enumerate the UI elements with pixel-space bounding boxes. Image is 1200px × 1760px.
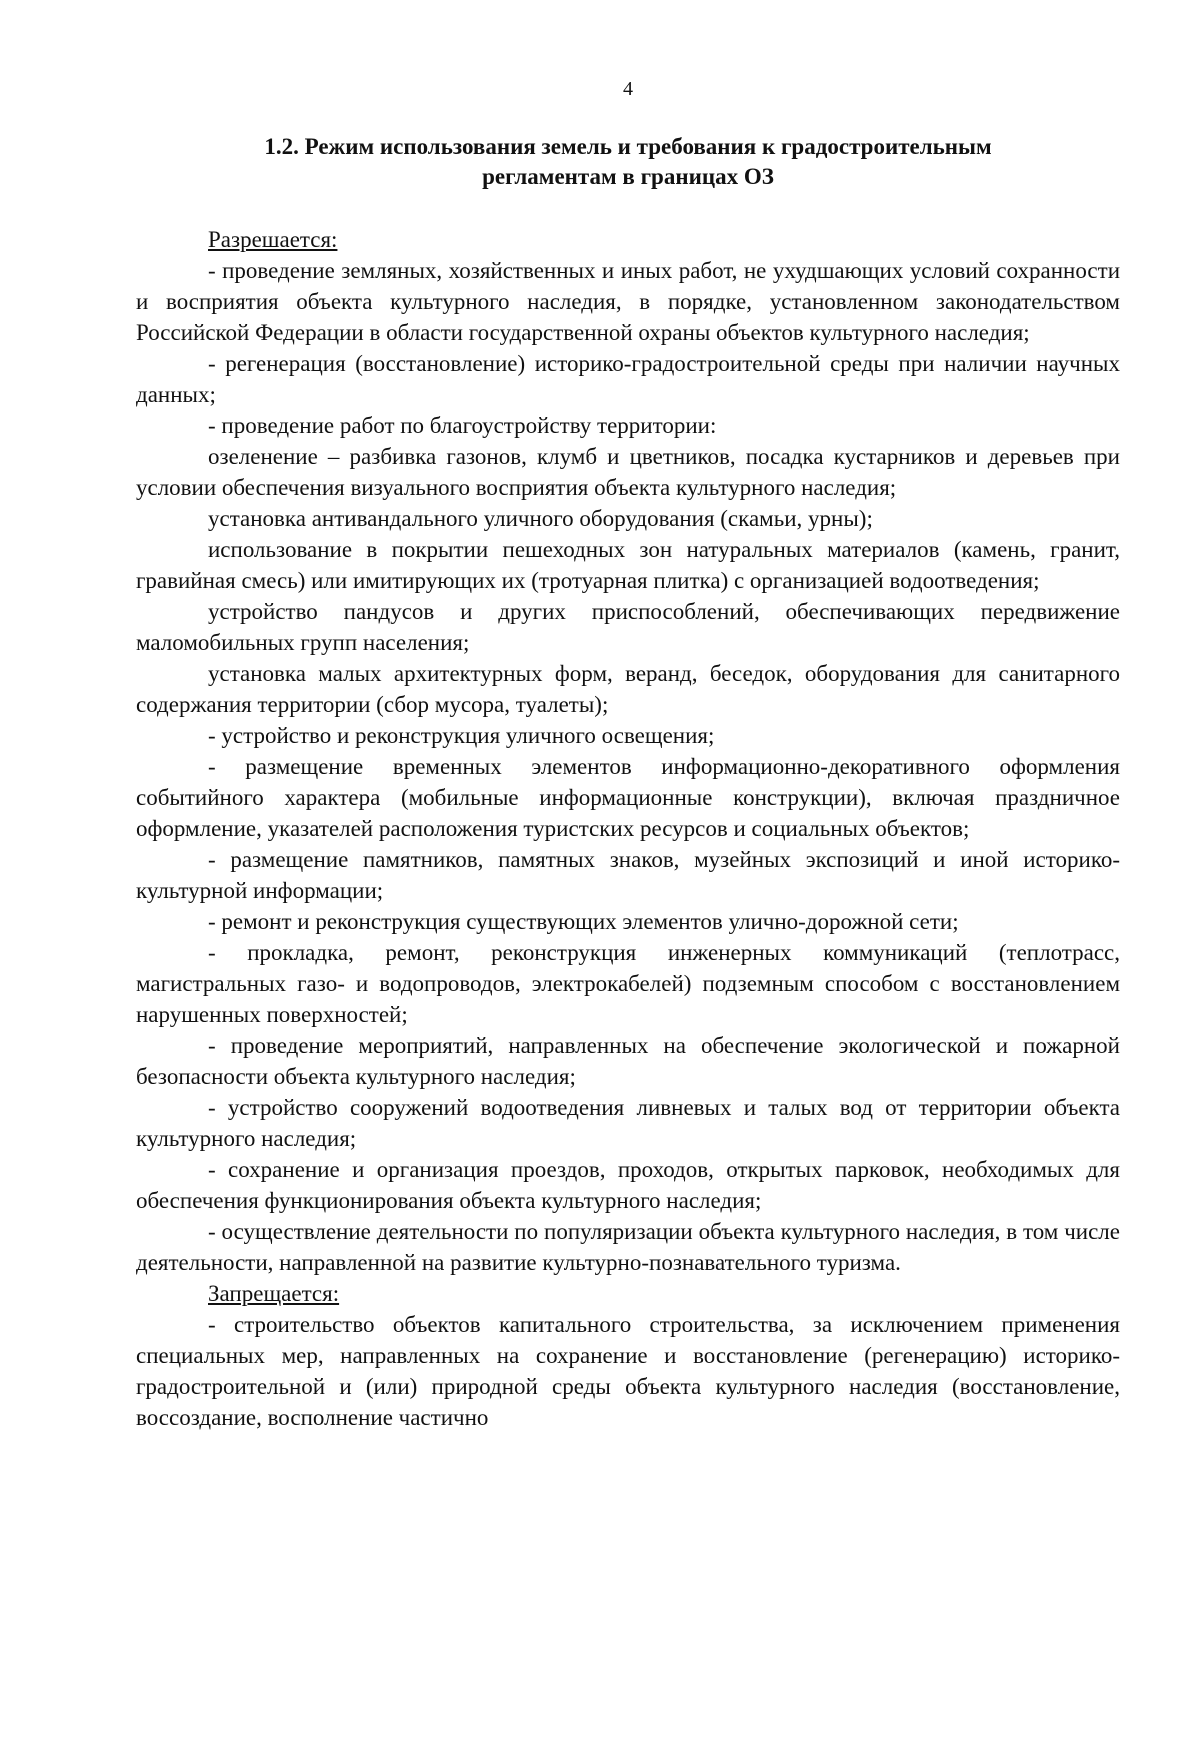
section-title-line-1: 1.2. Режим использования земель и требования к градостроительным — [264, 134, 992, 159]
allowed-item: - устройство и реконструкция уличного освещения; — [208, 723, 715, 748]
allowed-item: - осуществление деятельности по популяризации объекта культурного наследия, в том числе деятельности, направленной на развитие культурно-познавательного туризма. — [136, 1219, 1120, 1275]
allowed-item: установка антивандального уличного оборудования (скамьи, урны); — [208, 506, 873, 531]
section-title — [136, 132, 1120, 192]
allowed-item: - устройство сооружений водоотведения ливневых и талых вод от территории объекта культурного наследия; — [136, 1095, 1120, 1151]
allowed-heading: Разрешается: — [208, 227, 338, 252]
allowed-item: озеленение – разбивка газонов, клумб и цветников, посадка кустарников и деревьев при условии обеспечения визуального восприятия объекта культурного наследия; — [136, 444, 1120, 500]
allowed-item: использование в покрытии пешеходных зон натуральных материалов (камень, гранит, гравийная смесь) или имитирующих их (тротуарная плитка) с организацией водоотведения; — [136, 537, 1120, 593]
allowed-item: установка малых архитектурных форм, веранд, беседок, оборудования для санитарного содержания территории (сбор мусора, туалеты); — [136, 661, 1120, 717]
allowed-item: - ремонт и реконструкция существующих элементов улично-дорожной сети; — [208, 909, 959, 934]
allowed-item: - проведение работ по благоустройству территории: — [208, 413, 717, 438]
allowed-item: - прокладка, ремонт, реконструкция инженерных коммуникаций (теплотрасс, магистральных газо- и водопроводов, электрокабелей) подземным способом с восстановлением нарушенных поверхностей; — [136, 940, 1120, 1027]
allowed-item: - проведение мероприятий, направленных на обеспечение экологической и пожарной безопасности объекта культурного наследия; — [136, 1033, 1120, 1089]
section-title-line-2: регламентам в границах ОЗ — [482, 164, 774, 189]
allowed-item: - сохранение и организация проездов, проходов, открытых парковок, необходимых для обеспечения функционирования объекта культурного наследия; — [136, 1157, 1120, 1213]
prohibited-heading: Запрещается: — [208, 1281, 340, 1306]
allowed-item: - регенерация (восстановление) историко-градостроительной среды при наличии научных данных; — [136, 351, 1120, 407]
allowed-item: устройство пандусов и других приспособлений, обеспечивающих передвижение маломобильных групп населения; — [136, 599, 1120, 655]
document-body — [136, 224, 1120, 1433]
prohibited-item: - строительство объектов капитального строительства, за исключением применения специальных мер, направленных на сохранение и восстановление (регенерацию) историко-градостроительной и (или) природной среды объекта культурного наследия (восстановление, воссоздание, восполнение частично — [136, 1312, 1120, 1430]
allowed-item: - проведение земляных, хозяйственных и иных работ, не ухудшающих условий сохранности и восприятия объекта культурного наследия, в порядке, установленном законодательством Российской Федерации в области государственной охраны объектов культурного наследия; — [136, 258, 1120, 345]
page-number: 4 — [623, 78, 633, 100]
allowed-item: - размещение временных элементов информационно-декоративного оформления событийного характера (мобильные информационные конструкции), включая праздничное оформление, указателей расположения туристских ресурсов и социальных объектов; — [136, 754, 1120, 841]
allowed-item: - размещение памятников, памятных знаков, музейных экспозиций и иной историко-культурной информации; — [136, 847, 1120, 903]
